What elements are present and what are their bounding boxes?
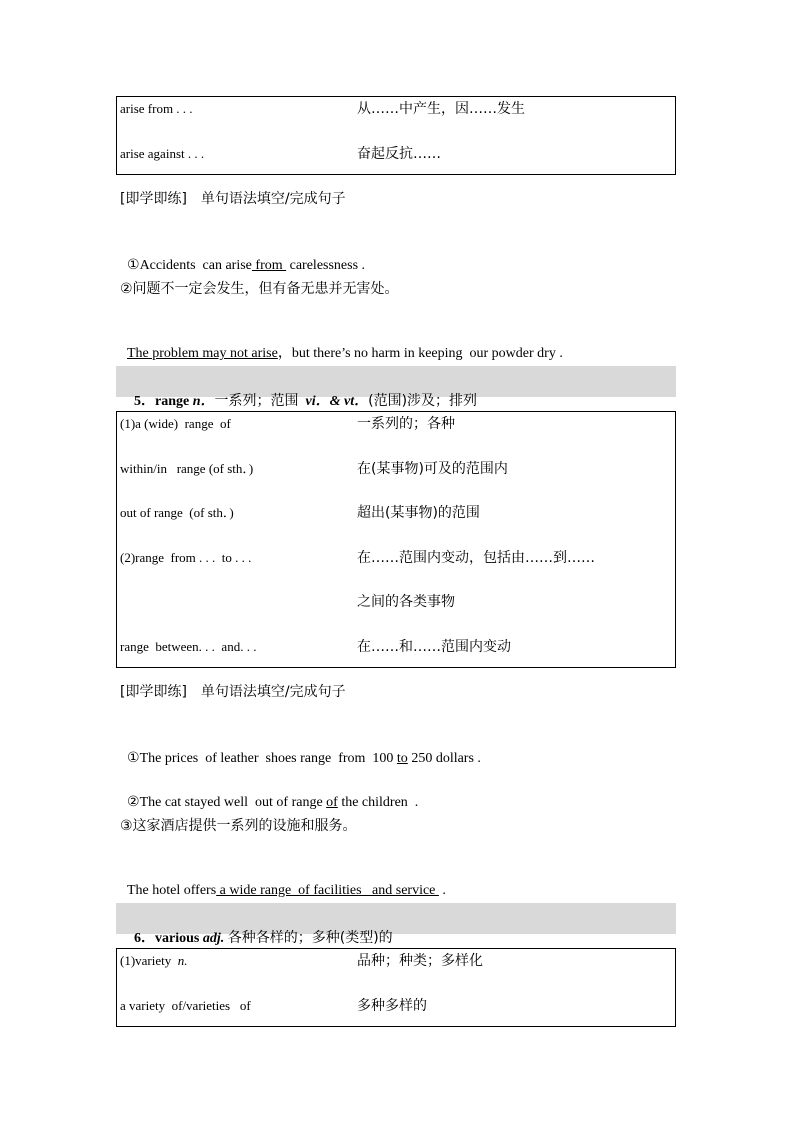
headword: various xyxy=(155,931,200,946)
section-header-range: 5．range n．一系列；范围 vi．& vt．(范围)涉及；排列 xyxy=(116,366,676,397)
answer-blank: of xyxy=(326,795,338,810)
phrase-table-arise xyxy=(116,96,676,175)
practice-heading: [即学即练] 单句语法填空/完成句子 xyxy=(120,684,346,700)
table-row xyxy=(117,143,675,165)
phrase-zh: 从……中产生，因……发生 xyxy=(357,101,525,117)
phrase-en: arise from . . . xyxy=(120,101,193,116)
table-row: 之间的各类事物 xyxy=(357,594,455,610)
answer-blank: a wide range of facilities and service xyxy=(216,883,439,898)
table-row: (2)range from . . . to . . . 在……范围内变动，包括由……到…… xyxy=(120,550,595,566)
section-header-various: 6．various adj. 各种各样的；多种(类型)的 xyxy=(116,903,676,934)
exercise-answer: The hotel offers a wide range of facilities and service . xyxy=(127,883,446,898)
phrase-en: arise against . . . xyxy=(120,146,205,161)
table-row: (1)a (wide) range of 一系列的；各种 xyxy=(120,416,455,432)
table-row: out of range (of sth．) 超出(某事物)的范围 xyxy=(120,505,480,521)
exercise-item: ③这家酒店提供一系列的设施和服务。 xyxy=(120,818,357,834)
table-row: (1)variety n. 品种；种类；多样化 xyxy=(120,953,483,969)
headword: range xyxy=(155,394,190,409)
answer-blank: to xyxy=(396,751,408,766)
answer-blank: from xyxy=(251,258,287,273)
table-row: range between. . . and. . . 在……和……范围内变动 xyxy=(120,639,511,655)
phrase-table-various xyxy=(116,948,676,1027)
table-row: within/in range (of sth．) 在(某事物)可及的范围内 xyxy=(120,461,508,477)
answer-blank: The problem may not arise xyxy=(127,346,278,361)
exercise-item: ①Accidents can arise from carelessness . xyxy=(127,257,366,273)
exercise-item: ②问题不一定会发生，但有备无患并无害处。 xyxy=(120,281,399,297)
phrase-table-range xyxy=(116,411,676,668)
phrase-zh: 奋起反抗…… xyxy=(357,146,441,162)
exercise-item: ①The prices of leather shoes range from 100 to 250 dollars . xyxy=(127,750,481,766)
practice-heading: [即学即练] 单句语法填空/完成句子 xyxy=(120,191,346,207)
exercise-item: ②The cat stayed well out of range of the children . xyxy=(127,794,419,810)
exercise-answer: The problem may not arise，but there’s no harm in keeping our powder dry . xyxy=(127,346,563,361)
table-row: a variety of/varieties of 多种多样的 xyxy=(120,998,427,1014)
table-row xyxy=(117,98,675,120)
